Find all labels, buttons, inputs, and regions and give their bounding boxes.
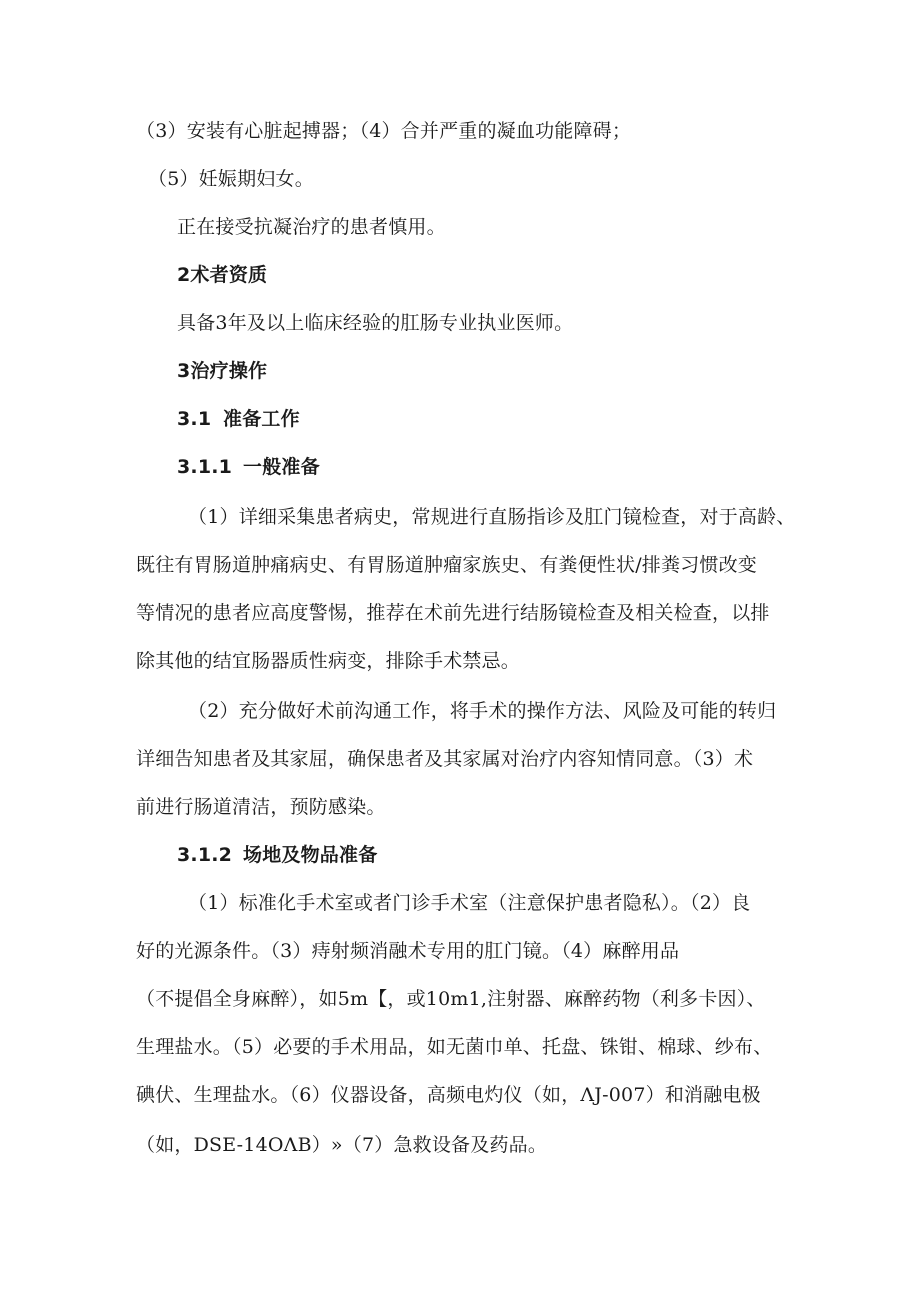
- heading-preparation: [177, 406, 300, 432]
- contraindication-line-1: （3）安装有心脏起搏器；（4）合并严重的凝血功能障碍；: [136, 120, 632, 142]
- paragraph-1-line-1: （1）详细采集患者病史，常规进行直肠指诊及肛门镜检查，对于高龄、: [188, 506, 796, 528]
- heading-general-preparation-title: 一般准备: [243, 456, 320, 478]
- paragraph-3-line-5: 碘伏、生理盐水。（6）仪器设备，高频电灼仪（如，ΛJ-007）和消融电极: [136, 1084, 761, 1106]
- paragraph-3-line-3: （不提倡全身麻醉），如5m【，或10m1,注射器、麻醉药物（利多卡因）、: [136, 988, 766, 1010]
- paragraph-3-line-6: （如，DSE-14OΛB）»（7）急救设备及药品。: [136, 1134, 548, 1156]
- paragraph-2-line-3: 前进行肠道清洁，预防感染。: [136, 796, 386, 818]
- heading-site-and-supplies-title: 场地及物品准备: [243, 844, 378, 866]
- heading-general-preparation-number: 3.1.1: [177, 456, 233, 478]
- heading-treatment-operation: 3治疗操作: [177, 360, 268, 382]
- heading-preparation-number: 3.1: [177, 408, 212, 430]
- heading-general-preparation: [177, 454, 320, 480]
- paragraph-2-line-2: 详细告知患者及其家屈，确保患者及其家属对治疗内容知情同意。（3）术: [136, 748, 754, 770]
- heading-operator-qualification: 2术者资质: [177, 264, 268, 286]
- contraindication-line-2: （5）妊娠期妇女。: [148, 168, 314, 190]
- qualification-text: 具备3年及以上临床经验的肛肠专业执业医师。: [177, 312, 574, 334]
- paragraph-3-line-4: 生理盐水。（5）必要的手术用品，如无菌巾单、托盘、铢钳、棉球、纱布、: [136, 1036, 773, 1058]
- heading-preparation-title: 准备工作: [223, 408, 300, 430]
- paragraph-3-line-1: （1）标准化手术室或者门诊手术室（注意保护患者隐私）。（2）良: [188, 892, 751, 914]
- paragraph-2-line-1: （2）充分做好术前沟通工作，将手术的操作方法、风险及可能的转归: [188, 700, 777, 722]
- paragraph-1-line-2: 既往有胃肠道肿痛病史、有胃肠道肿瘤家族史、有粪便性状/排粪习惯改变: [136, 554, 758, 576]
- paragraph-3-line-2: 好的光源条件。（3）痔射频消融术专用的肛门镜。（4）麻醉用品: [136, 940, 680, 962]
- paragraph-1-line-4: 除其他的结宜肠器质性病变，排除手术禁忌。: [136, 650, 521, 672]
- paragraph-1-line-3: 等情况的患者应高度警惕，推荐在术前先进行结肠镜检查及相关检查，以排: [136, 602, 770, 624]
- caution-line: 正在接受抗凝治疗的患者慎用。: [177, 216, 446, 238]
- heading-site-and-supplies: [177, 842, 377, 868]
- heading-site-and-supplies-number: 3.1.2: [177, 844, 233, 866]
